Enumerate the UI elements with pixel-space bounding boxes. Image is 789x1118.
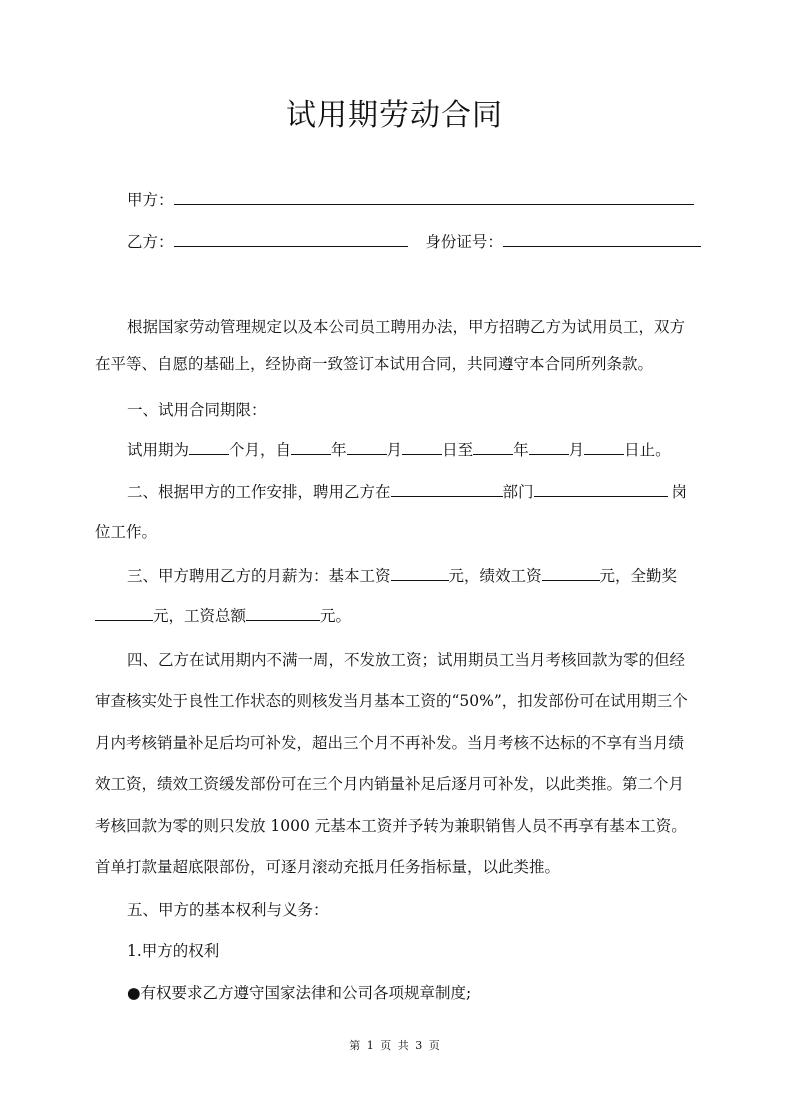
post-blank[interactable]	[534, 480, 668, 497]
end-month-label: 月	[568, 441, 585, 459]
party-b-label: 乙方：	[127, 233, 174, 251]
section-4-line-6: 首单打款量超底限部份，可逐月滚动充抵月任务指标量，以此类推。	[95, 858, 561, 876]
section-4-line-5: 考核回款为零的则只发放 1000 元基本工资并予转为兼职销售人员不再享有基本工资。	[95, 817, 687, 835]
intro-line-2: 在平等、自愿的基础上，经协商一致签订本试用合同，共同遵守本合同所列条款。	[95, 355, 654, 373]
section-4-line-3: 月内考核销量补足后均可补发，超出三个月不再补发。当月考核不达标的不享有当月绩	[95, 734, 685, 752]
performance-salary-blank[interactable]	[542, 564, 600, 581]
section-3-cont	[95, 604, 695, 628]
section-3-row	[127, 564, 727, 588]
section-4-line-2: 审查核实处于良性工作状态的则核发当月基本工资的“50%”，扣发部份可在试用期三个	[95, 692, 688, 710]
attendance-bonus-blank[interactable]	[95, 604, 153, 621]
basic-salary-blank[interactable]	[391, 564, 449, 581]
post-label: 岗	[671, 483, 688, 501]
id-number-blank[interactable]	[503, 230, 701, 247]
section-5-bullet: ●有权要求乙方遵守国家法律和公司各项规章制度;	[127, 984, 472, 1002]
party-a-blank[interactable]	[174, 188, 694, 205]
section-4-line-1: 四、乙方在试用期内不满一周，不发放工资；试用期员工当月考核回款为零的但经	[127, 651, 686, 669]
page-footer: 第 1 页 共 3 页	[349, 1039, 440, 1052]
id-label: 身份证号：	[425, 233, 503, 251]
end-year-label: 年	[513, 441, 529, 459]
party-b-blank[interactable]	[174, 230, 408, 247]
attendance-bonus-unit: 元，工资总额	[153, 607, 247, 625]
section-4-line-4: 效工资，绩效工资缓发部份可在三个月内销量补足后逐月可补发，以此类推。第二个月	[95, 775, 685, 793]
party-a-label: 甲方：	[127, 191, 174, 209]
total-salary-unit: 元。	[320, 607, 352, 625]
section-5-subheading: 1.甲方的权利	[127, 942, 220, 960]
section-2-cont: 位工作。	[95, 523, 158, 541]
performance-salary-unit: 元，全勤奖	[599, 567, 678, 585]
basic-salary-unit: 元，绩效工资	[448, 567, 542, 585]
intro-line-1: 根据国家劳动管理规定以及本公司员工聘用办法，甲方招聘乙方为试用员工，双方	[127, 318, 686, 336]
end-day-blank[interactable]	[584, 438, 624, 455]
party-a-row	[127, 188, 727, 212]
document-title: 试用期劳动合同	[286, 98, 503, 133]
trial-period-label: 试用期为	[127, 441, 190, 459]
total-salary-blank[interactable]	[246, 604, 320, 621]
salary-label: 三、甲方聘用乙方的月薪为：基本工资	[127, 567, 391, 585]
section-5-heading: 五、甲方的基本权利与义务：	[127, 901, 329, 919]
start-year-label: 年	[331, 441, 347, 459]
months-label: 个月，自	[229, 441, 292, 459]
department-blank[interactable]	[391, 480, 503, 497]
section-1-heading: 一、试用合同期限：	[127, 401, 267, 419]
section-2-row	[127, 480, 727, 504]
start-year-blank[interactable]	[291, 438, 331, 455]
start-day-label: 日至	[442, 441, 474, 459]
end-year-blank[interactable]	[473, 438, 513, 455]
department-label: 部门	[502, 483, 534, 501]
start-month-label: 月	[386, 441, 403, 459]
trial-period-row	[127, 438, 727, 462]
party-b-row	[127, 230, 727, 254]
months-blank[interactable]	[189, 438, 229, 455]
end-month-blank[interactable]	[529, 438, 569, 455]
start-month-blank[interactable]	[347, 438, 387, 455]
section-2-text: 二、根据甲方的工作安排，聘用乙方在	[127, 483, 391, 501]
end-day-label: 日止。	[624, 441, 671, 459]
start-day-blank[interactable]	[402, 438, 442, 455]
